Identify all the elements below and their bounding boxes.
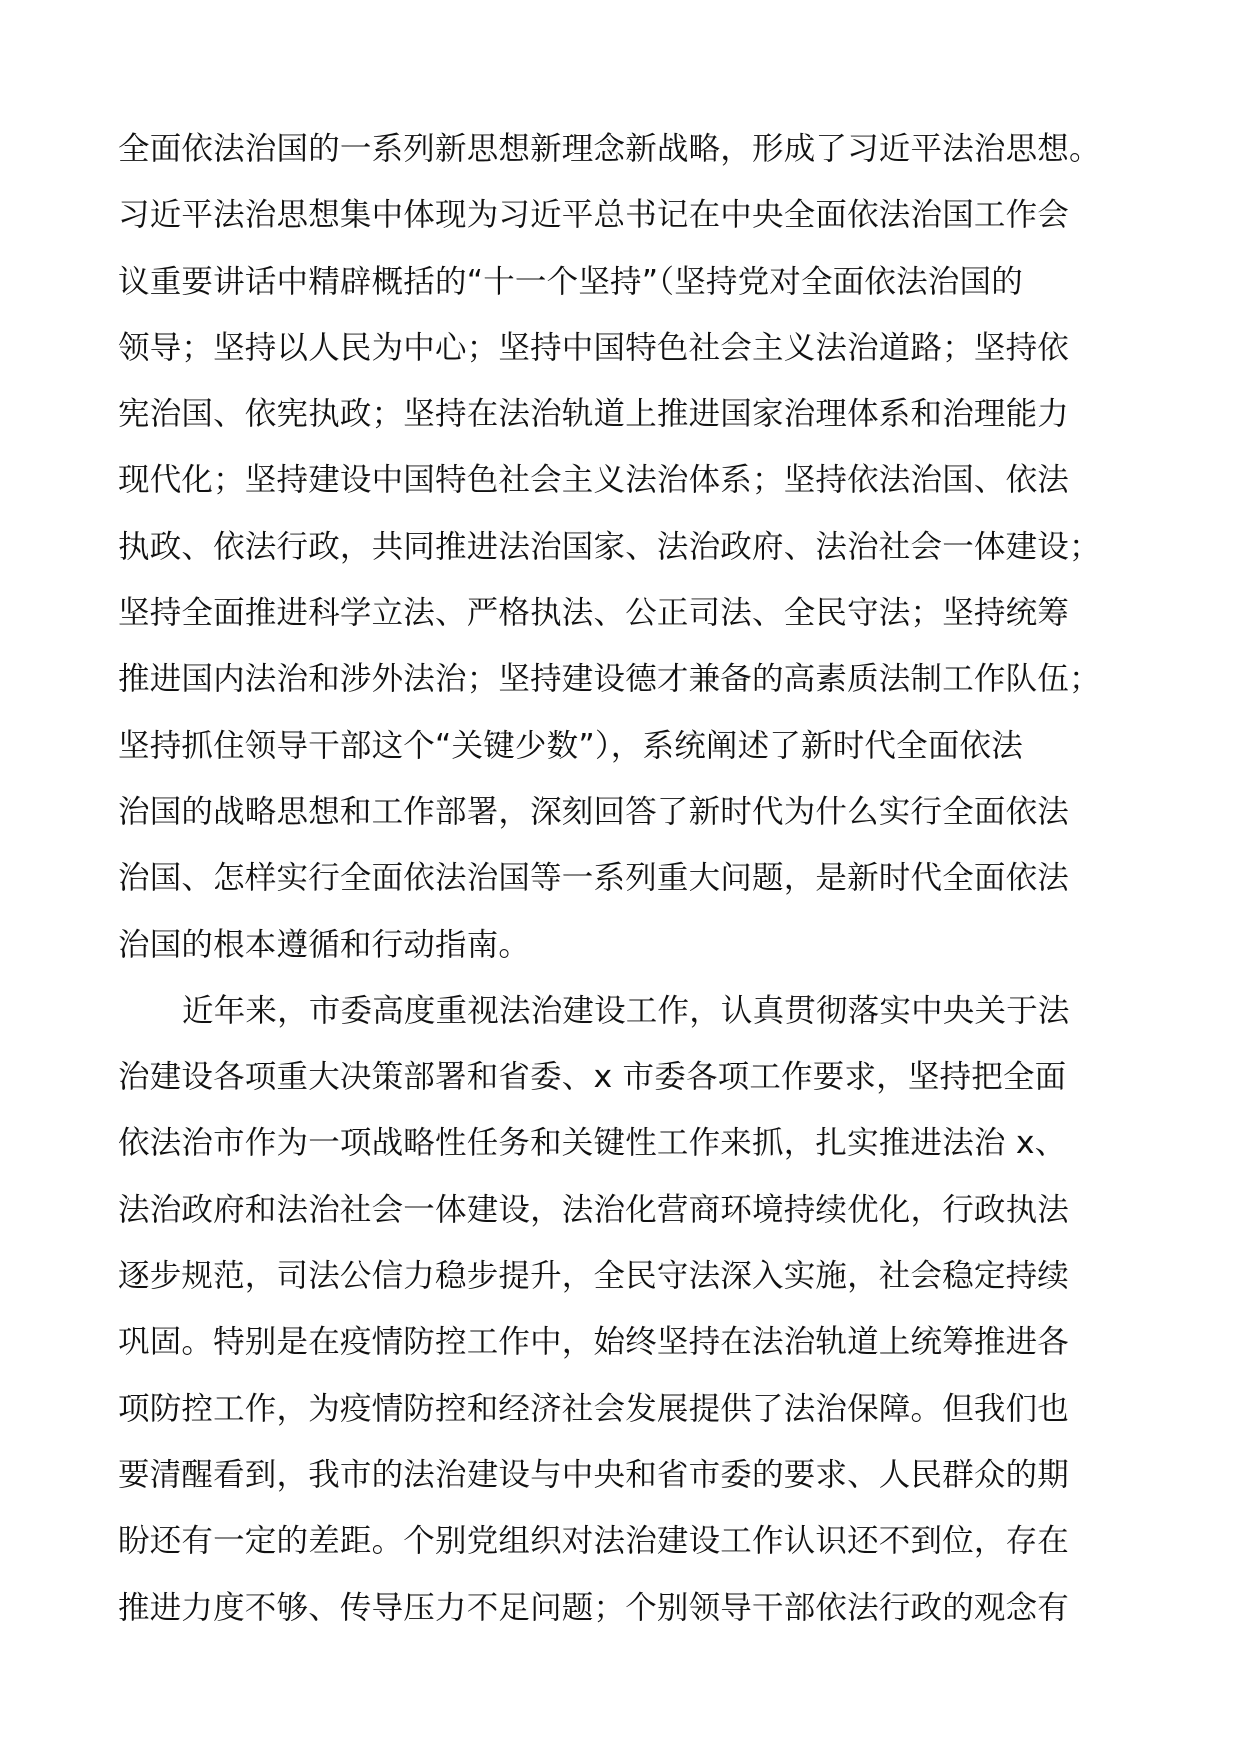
text-line: 宪治国、依宪执政；坚持在法治轨道上推进国家治理体系和治理能力 — [118, 396, 1070, 433]
text-line: 执政、依法行政，共同推进法治国家、法治政府、法治社会一体建设； — [118, 528, 1101, 565]
text-line: 巩固。特别是在疫情防控工作中，始终坚持在法治轨道上统筹推进各 — [118, 1324, 1070, 1361]
text-line: 推进力度不够、传导压力不足问题；个别领导干部依法行政的观念有 — [118, 1589, 1070, 1626]
text-line: 要清醒看到，我市的法治建设与中央和省市委的要求、人民群众的期 — [118, 1456, 1070, 1493]
text-line: 治国的根本遵循和行动指南。 — [118, 926, 531, 963]
text-line: 领导；坚持以人民为中心；坚持中国特色社会主义法治道路；坚持依 — [118, 329, 1070, 366]
text-line: 法治政府和法治社会一体建设，法治化营商环境持续优化，行政执法 — [118, 1191, 1070, 1228]
text-line: 现代化；坚持建设中国特色社会主义法治体系；坚持依法治国、依法 — [118, 462, 1070, 499]
text-line: 习近平法治思想集中体现为习近平总书记在中央全面依法治国工作会 — [118, 197, 1070, 234]
text-line: 议重要讲话中精辟概括的“十一个坚持”（坚持党对全面依法治国的 — [118, 263, 1023, 300]
text-line: 盼还有一定的差距。个别党组织对法治建设工作认识还不到位，存在 — [118, 1523, 1070, 1560]
text-line: 全面依法治国的一系列新思想新理念新战略，形成了习近平法治思想。 — [118, 131, 1101, 167]
text-line: 治建设各项重大决策部署和省委、x 市委各项工作要求，坚持把全面 — [118, 1059, 1067, 1096]
document-body — [118, 116, 1128, 1641]
text-line: 坚持抓住领导干部这个“关键少数”），系统阐述了新时代全面依法 — [118, 727, 1023, 764]
text-line: 治国的战略思想和工作部署，深刻回答了新时代为什么实行全面依法 — [118, 793, 1070, 830]
paragraph-first-line: 近年来，市委高度重视法治建设工作，认真贯彻落实中央关于法 — [182, 992, 1070, 1029]
text-line: 项防控工作，为疫情防控和经济社会发展提供了法治保障。但我们也 — [118, 1390, 1070, 1427]
text-line: 推进国内法治和涉外法治；坚持建设德才兼备的高素质法制工作队伍； — [118, 661, 1101, 698]
text-line: 依法治市作为一项战略性任务和关键性工作来抓，扎实推进法治 x、 — [118, 1125, 1067, 1162]
text-line: 坚持全面推进科学立法、严格执法、公正司法、全民守法；坚持统筹 — [118, 595, 1070, 632]
text-line: 逐步规范，司法公信力稳步提升，全民守法深入实施，社会稳定持续 — [118, 1258, 1070, 1295]
text-line: 治国、怎样实行全面依法治国等一系列重大问题，是新时代全面依法 — [118, 860, 1070, 897]
